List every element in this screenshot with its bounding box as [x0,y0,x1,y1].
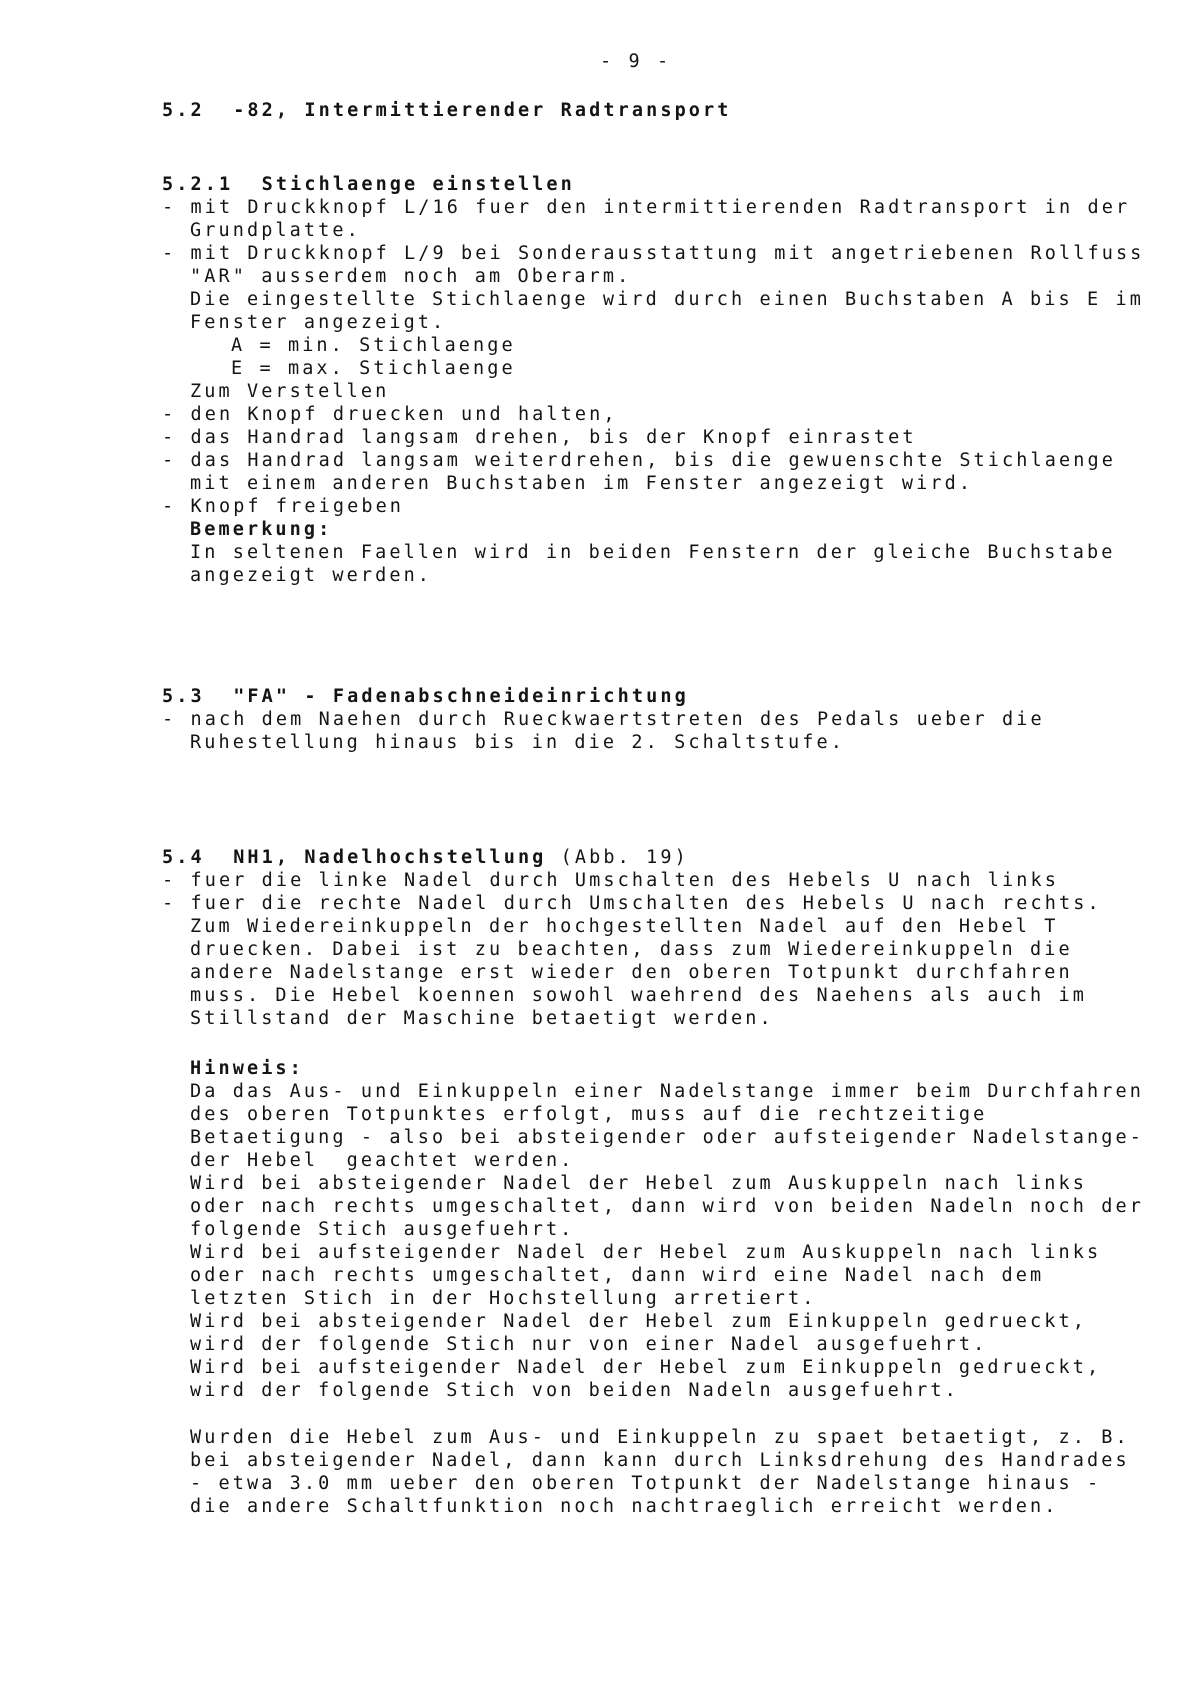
text-line: oder nach rechts umgeschaltet, dann wird eine Nadel nach dem [190,1265,1045,1286]
list-item: - mit Druckknopf L/9 bei Sonderausstattung mit angetriebenen Rollfuss [162,243,1145,264]
text-line: Wird bei absteigender Nadel der Hebel zum Auskuppeln nach links [190,1173,1087,1194]
list-item: - den Knopf druecken und halten, [162,404,618,425]
text-line: andere Nadelstange erst wieder den oberen Totpunkt durchfahren [190,962,1073,983]
list-item: - das Handrad langsam weiterdrehen, bis die gewuenschte Stichlaenge [162,450,1116,471]
text-line: E = max. Stichlaenge [231,358,516,379]
text-line: - etwa 3.0 mm ueber den oberen Totpunkt der Nadelstange hinaus - [190,1473,1102,1494]
list-item: - das Handrad langsam drehen, bis der Knopf einrastet [162,427,917,448]
text-line: wird der folgende Stich nur von einer Nadel ausgefuehrt. [190,1334,988,1355]
text-line: A = min. Stichlaenge [231,335,516,356]
text-line: wird der folgende Stich von beiden Nadeln ausgefuehrt. [190,1380,959,1401]
list-item: - fuer die rechte Nadel durch Umschalten des Hebels U nach rechts. [162,893,1102,914]
text-line: Ruhestellung hinaus bis in die 2. Schaltstufe. [190,732,845,753]
text-line: Wurden die Hebel zum Aus- und Einkuppeln zu spaet betaetigt, z. B. [190,1427,1130,1448]
text-line: Da das Aus- und Einkuppeln einer Nadelstange immer beim Durchfahren [190,1081,1144,1102]
text-line: des oberen Totpunktes erfolgt, muss auf die rechtzeitige [190,1104,988,1125]
text-line: angezeigt werden. [190,565,433,586]
text-line: Zum Verstellen [190,381,390,402]
section-heading-5-3: 5.3 "FA" - Fadenabschneideinrichtung [162,686,689,707]
note-label: Hinweis: [190,1058,304,1079]
section-heading-5-2-1: 5.2.1 Stichlaenge einstellen [162,174,575,195]
text-line: Fenster angezeigt. [190,312,447,333]
list-item: - mit Druckknopf L/16 fuer den intermittierenden Radtransport in der [162,197,1131,218]
text-line: Grundplatte. [190,220,361,241]
section-heading-5-2: 5.2 -82, Intermittierender Radtransport [162,100,732,121]
remark-label: Bemerkung: [190,519,333,540]
list-item: - fuer die linke Nadel durch Umschalten des Hebels U nach links [162,870,1059,891]
page-number: - 9 - [600,51,672,72]
text-line: oder nach rechts umgeschaltet, dann wird von beiden Nadeln noch der [190,1196,1144,1217]
text-line: Wird bei aufsteigender Nadel der Hebel zum Einkuppeln gedrueckt, [190,1357,1102,1378]
text-line: Die eingestellte Stichlaenge wird durch einen Buchstaben A bis E im [190,289,1144,310]
text-line: folgende Stich ausgefuehrt. [190,1219,575,1240]
text-line: letzten Stich in der Hochstellung arretiert. [190,1288,817,1309]
text-line: muss. Die Hebel koennen sowohl waehrend des Naehens als auch im [190,985,1087,1006]
text-line: Betaetigung - also bei absteigender oder aufsteigender Nadelstange- [190,1127,1144,1148]
text-line: bei absteigender Nadel, dann kann durch Linksdrehung des Handrades [190,1450,1130,1471]
text-line: "AR" ausserdem noch am Oberarm. [190,266,632,287]
list-item: - nach dem Naehen durch Rueckwaertstreten des Pedals ueber die [162,709,1045,730]
text-line: Stillstand der Maschine betaetigt werden. [190,1008,774,1029]
text-line: der Hebel geachtet werden. [190,1150,575,1171]
text-line: druecken. Dabei ist zu beachten, dass zum Wiedereinkuppeln die [190,939,1073,960]
figure-reference: (Abb. 19) [546,847,689,868]
text-line: Wird bei aufsteigender Nadel der Hebel zum Auskuppeln nach links [190,1242,1102,1263]
section-heading-5-4 [162,847,689,869]
text-line: mit einem anderen Buchstaben im Fenster angezeigt wird. [190,473,974,494]
text-line: Zum Wiedereinkuppeln der hochgestellten Nadel auf den Hebel T [190,916,1059,937]
list-item: - Knopf freigeben [162,496,405,517]
text-line: Wird bei absteigender Nadel der Hebel zum Einkuppeln gedrueckt, [190,1311,1087,1332]
text-line: die andere Schaltfunktion noch nachtraeglich erreicht werden. [190,1496,1059,1517]
heading-title: 5.4 NH1, Nadelhochstellung [162,847,547,868]
text-line: In seltenen Faellen wird in beiden Fenstern der gleiche Buchstabe [190,542,1116,563]
